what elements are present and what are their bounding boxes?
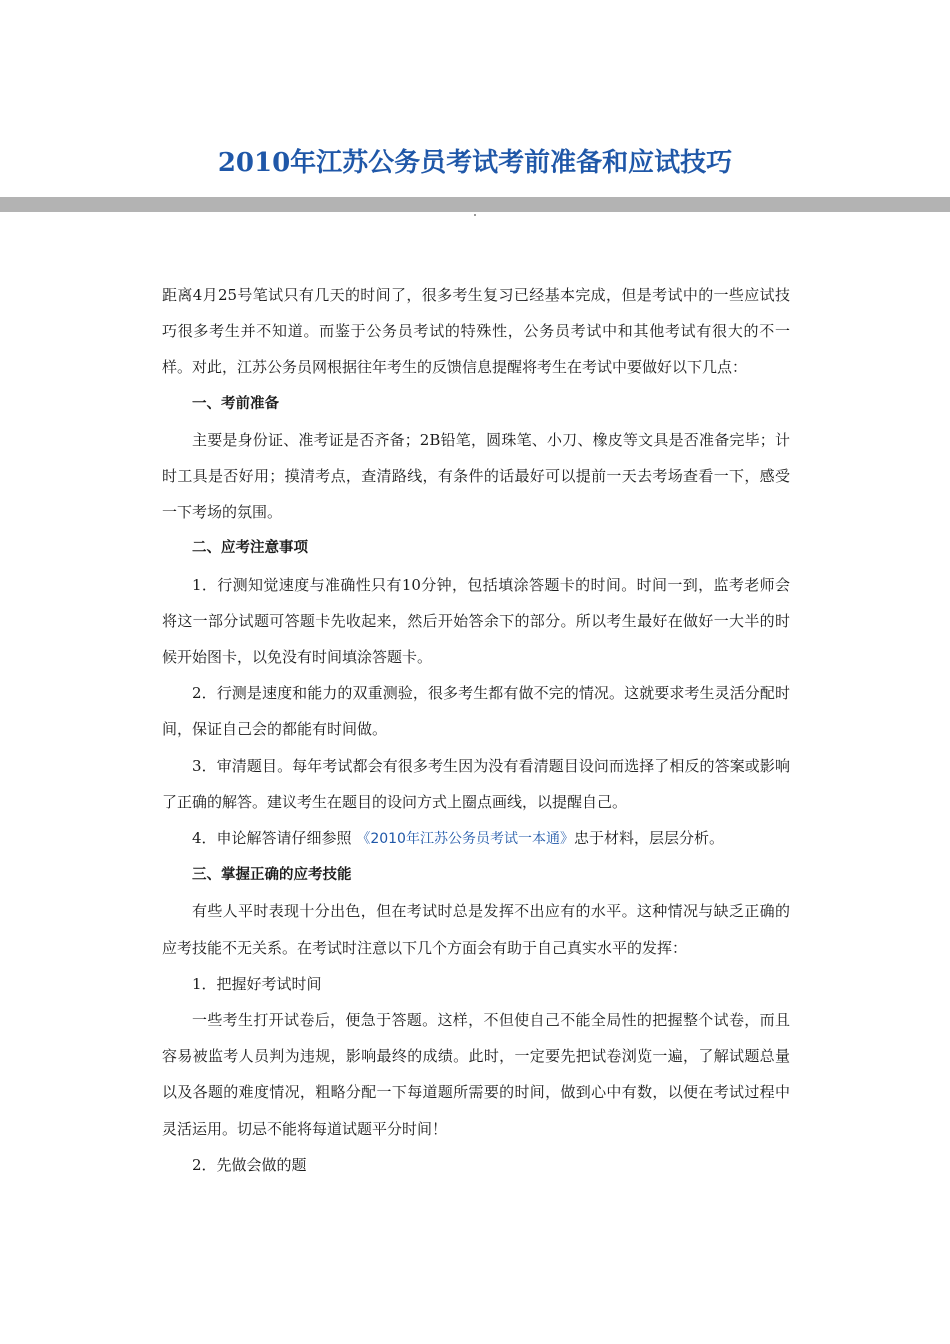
paragraph-skills: 有些人平时表现十分出色，但在考试时总是发挥不出应有的水平。这种情况与缺乏正确的应考技能不无关系。在考试时注意以下几个方面会有助于自己真实水平的发挥： — [162, 902, 790, 957]
list-item-4-prefix: 4．申论解答请仔细参照 — [192, 829, 352, 848]
list-item-4-suffix: 忠于材料，层层分析。 — [573, 829, 724, 848]
book-link[interactable]: 《2010年江苏公务员考试一本通》 — [356, 831, 574, 848]
paragraph-time: 一些考生打开试卷后，便急于答题。这样，不但使自己不能全局性的把握整个试卷，而且容易被监考人员判为违规，影响最终的成绩。此时，一定要先把试卷浏览一遍，了解试题总量以及各题的难度情况，粗略分配一下每道题所需要的时间，做到心中有数，以便在考试过程中灵活运用。切忌不能将每道试题平分时间！ — [162, 1011, 790, 1138]
section-heading-2: 二、应考注意事项 — [192, 540, 308, 557]
section-heading-1: 一、考前准备 — [192, 395, 279, 412]
list-item-3: 3．审清题目。每年考试都会有很多考生因为没有看清题目设问而选择了相反的答案或影响了正确的解答。建议考生在题目的设问方式上圈点画线，以提醒自己。 — [162, 756, 790, 811]
paragraph-prep: 主要是身份证、准考证是否齐备；2B铅笔，圆珠笔、小刀、橡皮等文具是否准备完毕；计时工具是否好用；摸清考点，查清路线，有条件的话最好可以提前一天去考场查看一下，感受一下考场的氛围。 — [162, 430, 790, 522]
list-item-1: 1．行测知觉速度与准确性只有10分钟，包括填涂答题卡的时间。时间一到，监考老师会将这一部分试题可答题卡先收起来，然后开始答余下的部分。所以考生最好在做好一大半的时候开始图卡，以免没有时间填涂答题卡。 — [162, 575, 790, 667]
article-body — [162, 277, 790, 1183]
title-divider — [0, 197, 950, 212]
intro-paragraph: 距离4月25号笔试只有几天的时间了，很多考生复习已经基本完成，但是考试中的一些应试技巧很多考生并不知道。而鉴于公务员考试的特殊性，公务员考试中和其他考试有很大的不一样。对此，江苏公务员网根据往年考生的反馈信息提醒将考生在考试中要做好以下几点： — [162, 286, 790, 377]
subheading-easy-first: 2．先做会做的题 — [192, 1155, 307, 1174]
divider-mark — [474, 214, 476, 216]
document-title: 2010年江苏公务员考试考前准备和应试技巧 — [217, 148, 733, 178]
subheading-time: 1．把握好考试时间 — [192, 974, 322, 993]
list-item-2: 2．行测是速度和能力的双重测验，很多考生都有做不完的情况。这就要求考生灵活分配时间，保证自己会的都能有时间做。 — [162, 684, 790, 739]
section-heading-3: 三、掌握正确的应考技能 — [192, 867, 352, 884]
list-item-4 — [162, 820, 790, 857]
